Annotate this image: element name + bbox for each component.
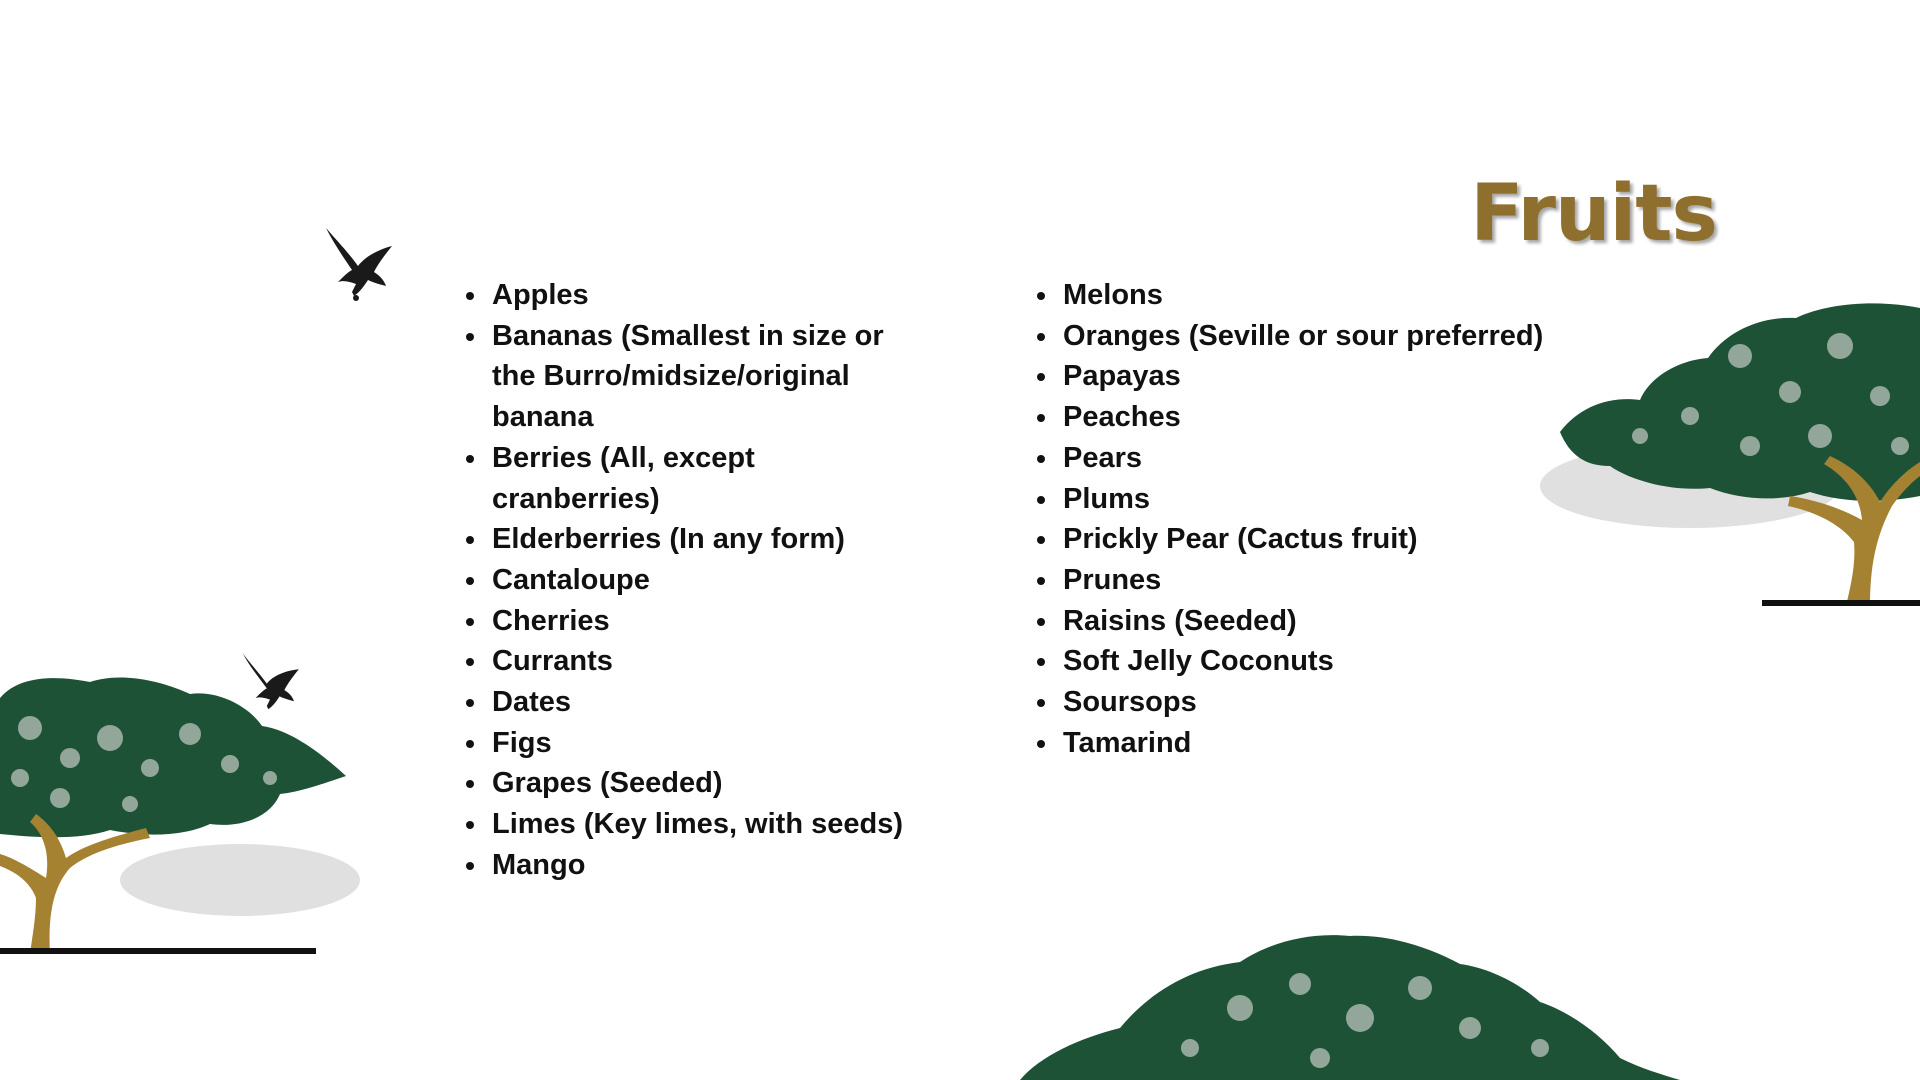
list-item: Soft Jelly Coconuts bbox=[1037, 641, 1597, 682]
list-item: Mango bbox=[466, 845, 926, 886]
list-item: Pears bbox=[1037, 438, 1597, 479]
list-item: Currants bbox=[466, 641, 926, 682]
list-item: Prickly Pear (Cactus fruit) bbox=[1037, 519, 1597, 560]
slide-title: Fruits bbox=[1470, 169, 1717, 259]
list-item: Papayas bbox=[1037, 356, 1597, 397]
list-item: Prunes bbox=[1037, 560, 1597, 601]
acacia-tree-icon bbox=[0, 668, 370, 958]
list-item: Cantaloupe bbox=[466, 560, 926, 601]
list-item: Melons bbox=[1037, 275, 1597, 316]
list-item: Elderberries (In any form) bbox=[466, 519, 926, 560]
bird-icon bbox=[318, 222, 408, 312]
list-item: Apples bbox=[466, 275, 926, 316]
list-item: Tamarind bbox=[1037, 723, 1597, 764]
list-item: Oranges (Seville or sour preferred) bbox=[1037, 316, 1597, 357]
list-item: Grapes (Seeded) bbox=[466, 763, 926, 804]
list-item: Peaches bbox=[1037, 397, 1597, 438]
acacia-tree-icon bbox=[1540, 296, 1920, 626]
list-item: Berries (All, except cranberries) bbox=[466, 438, 926, 519]
fruit-list-left bbox=[466, 275, 926, 886]
list-item: Soursops bbox=[1037, 682, 1597, 723]
acacia-tree-icon bbox=[1020, 928, 1700, 1080]
list-item: Figs bbox=[466, 723, 926, 764]
list-item: Bananas (Smallest in size or the Burro/midsize/original banana bbox=[466, 316, 926, 438]
list-item: Plums bbox=[1037, 479, 1597, 520]
list-item: Cherries bbox=[466, 601, 926, 642]
list-item: Dates bbox=[466, 682, 926, 723]
list-item: Raisins (Seeded) bbox=[1037, 601, 1597, 642]
fruit-list-right bbox=[1037, 275, 1597, 763]
list-item: Limes (Key limes, with seeds) bbox=[466, 804, 926, 845]
